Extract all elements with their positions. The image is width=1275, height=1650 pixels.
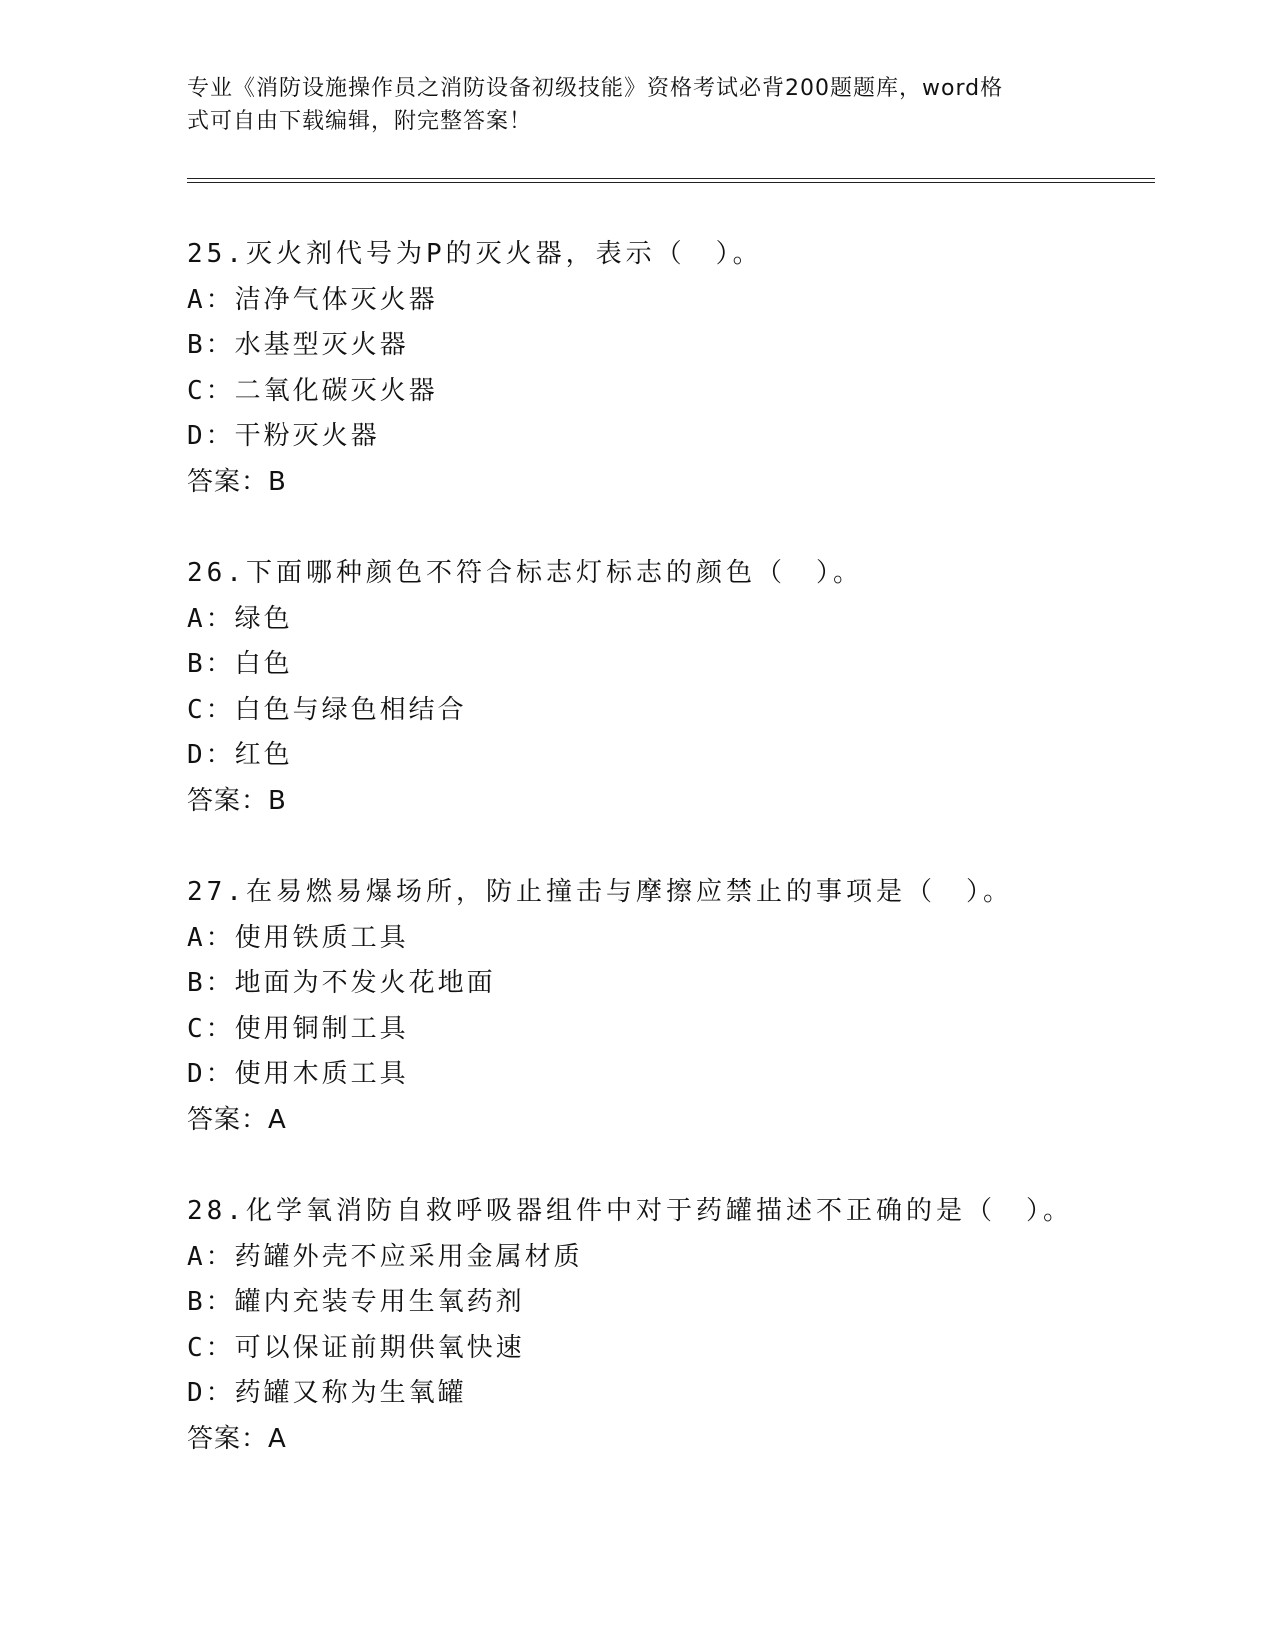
question-26 <box>187 551 1147 824</box>
question-stem: 25.灭火剂代号为P的灭火器，表示（ ）。 <box>187 239 763 269</box>
question-stem: 28.化学氧消防自救呼吸器组件中对于药罐描述不正确的是（ ）。 <box>187 1196 1073 1226</box>
option-b: B：白色 <box>187 649 293 679</box>
question-25 <box>187 232 1147 505</box>
option-b: B：罐内充装专用生氧药剂 <box>187 1287 525 1317</box>
option-a: A：使用铁质工具 <box>187 922 409 953</box>
option-b: B：水基型灭火器 <box>187 330 409 360</box>
question-stem: 26.下面哪种颜色不符合标志灯标志的颜色（ ）。 <box>187 558 863 588</box>
header-line-2: 式可自由下载编辑，附完整答案！ <box>187 109 533 134</box>
option-c: C：白色与绿色相结合 <box>187 694 467 725</box>
option-c: C：可以保证前期供氧快速 <box>187 1332 525 1363</box>
header-line-1: 专业《消防设施操作员之消防设备初级技能》资格考试必背200题题库，word格 <box>187 76 1004 101</box>
answer: 答案：B <box>187 466 287 497</box>
option-b: B：地面为不发火花地面 <box>187 968 496 998</box>
option-d: D：干粉灭火器 <box>187 421 380 451</box>
answer: 答案：A <box>187 1423 287 1454</box>
option-c: C：二氧化碳灭火器 <box>187 375 438 406</box>
option-d: D：红色 <box>187 740 293 770</box>
question-27 <box>187 870 1147 1143</box>
question-28 <box>187 1189 1147 1462</box>
option-c: C：使用铜制工具 <box>187 1013 409 1044</box>
option-d: D：药罐又称为生氧罐 <box>187 1378 467 1408</box>
option-d: D：使用木质工具 <box>187 1059 409 1089</box>
option-a: A：绿色 <box>187 603 293 634</box>
answer: 答案：A <box>187 1104 287 1135</box>
answer: 答案：B <box>187 785 287 816</box>
question-stem: 27.在易燃易爆场所，防止撞击与摩擦应禁止的事项是（ ）。 <box>187 877 1013 907</box>
option-a: A：洁净气体灭火器 <box>187 284 438 315</box>
header-divider-top <box>187 178 1155 179</box>
document-header <box>187 72 1067 138</box>
header-divider-bottom <box>187 182 1155 183</box>
option-a: A：药罐外壳不应采用金属材质 <box>187 1241 583 1272</box>
